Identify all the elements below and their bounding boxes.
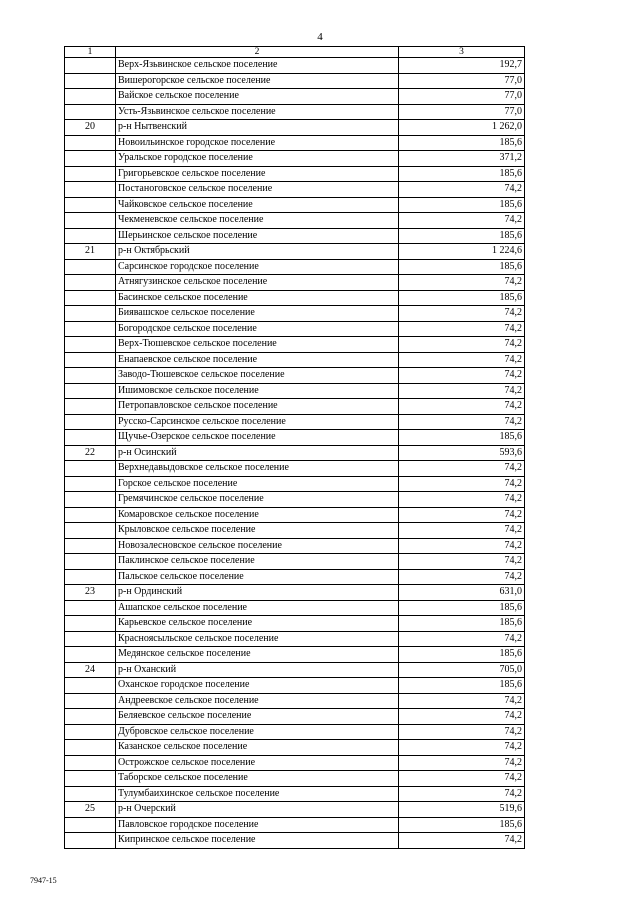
row-number-cell (65, 352, 116, 368)
row-number-cell (65, 368, 116, 384)
table-header-row (65, 47, 525, 58)
row-number-cell (65, 538, 116, 554)
amount-cell: 185,6 (399, 647, 525, 663)
amount-cell: 74,2 (399, 755, 525, 771)
table-body (65, 47, 525, 849)
row-number-cell: 23 (65, 585, 116, 601)
row-number-cell (65, 461, 116, 477)
municipality-name-cell: Медянское сельское поселение (116, 647, 399, 663)
municipality-name-cell: р-н Оханский (116, 662, 399, 678)
table-row (65, 290, 525, 306)
column-header-3: 3 (399, 47, 525, 58)
row-number-cell (65, 259, 116, 275)
row-number-cell (65, 523, 116, 539)
table-row (65, 538, 525, 554)
municipality-name-cell: Заводо-Тюшевское сельское поселение (116, 368, 399, 384)
document-code: 7947-15 (30, 876, 57, 885)
municipality-name-cell: Постаноговское сельское поселение (116, 182, 399, 198)
column-header-2: 2 (116, 47, 399, 58)
amount-cell: 74,2 (399, 523, 525, 539)
municipality-name-cell: Богородское сельское поселение (116, 321, 399, 337)
municipality-name-cell: Кипринское сельское поселение (116, 833, 399, 849)
amount-cell: 74,2 (399, 476, 525, 492)
allocation-table (64, 46, 525, 849)
amount-cell: 74,2 (399, 507, 525, 523)
table-row (65, 244, 525, 260)
amount-cell: 519,6 (399, 802, 525, 818)
municipality-name-cell: Оханское городское поселение (116, 678, 399, 694)
row-number-cell (65, 554, 116, 570)
row-number-cell: 25 (65, 802, 116, 818)
table-row (65, 73, 525, 89)
row-number-cell: 24 (65, 662, 116, 678)
row-number-cell (65, 197, 116, 213)
municipality-name-cell: Русско-Сарсинское сельское поселение (116, 414, 399, 430)
municipality-name-cell: Биявашское сельское поселение (116, 306, 399, 322)
row-number-cell (65, 678, 116, 694)
table-row (65, 259, 525, 275)
municipality-name-cell: Енапаевское сельское поселение (116, 352, 399, 368)
amount-cell: 74,2 (399, 724, 525, 740)
municipality-name-cell: Щучье-Озерское сельское поселение (116, 430, 399, 446)
municipality-name-cell: Пальское сельское поселение (116, 569, 399, 585)
row-number-cell (65, 492, 116, 508)
table-row (65, 600, 525, 616)
amount-cell: 185,6 (399, 259, 525, 275)
amount-cell: 185,6 (399, 600, 525, 616)
row-number-cell (65, 600, 116, 616)
amount-cell: 74,2 (399, 538, 525, 554)
municipality-name-cell: Таборское сельское поселение (116, 771, 399, 787)
table-row (65, 430, 525, 446)
table-row (65, 399, 525, 415)
municipality-name-cell: Ашапское сельское поселение (116, 600, 399, 616)
row-number-cell (65, 89, 116, 105)
table-row (65, 368, 525, 384)
table-row (65, 104, 525, 120)
amount-cell: 185,6 (399, 678, 525, 694)
table-row (65, 523, 525, 539)
municipality-name-cell: Павловское городское поселение (116, 817, 399, 833)
table-row (65, 135, 525, 151)
table-row (65, 352, 525, 368)
table-row (65, 693, 525, 709)
table-row (65, 833, 525, 849)
row-number-cell (65, 151, 116, 167)
row-number-cell (65, 430, 116, 446)
amount-cell: 74,2 (399, 709, 525, 725)
row-number-cell (65, 709, 116, 725)
municipality-name-cell: Андреевское сельское поселение (116, 693, 399, 709)
amount-cell: 593,6 (399, 445, 525, 461)
table-row (65, 492, 525, 508)
table-row (65, 631, 525, 647)
municipality-name-cell: Петропавловское сельское поселение (116, 399, 399, 415)
row-number-cell (65, 135, 116, 151)
table-row (65, 786, 525, 802)
row-number-cell (65, 73, 116, 89)
municipality-name-cell: Тулумбаихинское сельское поселение (116, 786, 399, 802)
table-row (65, 120, 525, 136)
amount-cell: 74,2 (399, 786, 525, 802)
amount-cell: 185,6 (399, 135, 525, 151)
table-row (65, 275, 525, 291)
municipality-name-cell: Вишерогорское сельское поселение (116, 73, 399, 89)
municipality-name-cell: Новоильинское городское поселение (116, 135, 399, 151)
amount-cell: 74,2 (399, 383, 525, 399)
municipality-name-cell: Горское сельское поселение (116, 476, 399, 492)
row-number-cell (65, 399, 116, 415)
row-number-cell (65, 507, 116, 523)
table-row (65, 554, 525, 570)
table-row (65, 678, 525, 694)
row-number-cell (65, 647, 116, 663)
table-row (65, 616, 525, 632)
amount-cell: 192,7 (399, 58, 525, 74)
municipality-name-cell: Красноясыльское сельское поселение (116, 631, 399, 647)
amount-cell: 74,2 (399, 631, 525, 647)
table-row (65, 197, 525, 213)
amount-cell: 185,6 (399, 197, 525, 213)
amount-cell: 1 262,0 (399, 120, 525, 136)
municipality-name-cell: р-н Нытвенский (116, 120, 399, 136)
amount-cell: 74,2 (399, 569, 525, 585)
table-row (65, 740, 525, 756)
municipality-name-cell: Верх-Язьвинское сельское поселение (116, 58, 399, 74)
amount-cell: 185,6 (399, 430, 525, 446)
row-number-cell (65, 321, 116, 337)
row-number-cell (65, 337, 116, 353)
amount-cell: 74,2 (399, 399, 525, 415)
row-number-cell (65, 414, 116, 430)
amount-cell: 74,2 (399, 275, 525, 291)
row-number-cell (65, 740, 116, 756)
table-row (65, 151, 525, 167)
amount-cell: 1 224,6 (399, 244, 525, 260)
amount-cell: 185,6 (399, 166, 525, 182)
municipality-name-cell: Усть-Язьвинское сельское поселение (116, 104, 399, 120)
municipality-name-cell: Паклинское сельское поселение (116, 554, 399, 570)
row-number-cell (65, 166, 116, 182)
column-header-1: 1 (65, 47, 116, 58)
amount-cell: 77,0 (399, 104, 525, 120)
amount-cell: 185,6 (399, 616, 525, 632)
municipality-name-cell: Беляевское сельское поселение (116, 709, 399, 725)
row-number-cell (65, 755, 116, 771)
amount-cell: 705,0 (399, 662, 525, 678)
row-number-cell (65, 58, 116, 74)
municipality-name-cell: Сарсинское городское поселение (116, 259, 399, 275)
table-row (65, 166, 525, 182)
table-row (65, 182, 525, 198)
amount-cell: 74,2 (399, 693, 525, 709)
row-number-cell (65, 786, 116, 802)
page-number: 4 (317, 31, 323, 43)
row-number-cell (65, 290, 116, 306)
municipality-name-cell: Чайковское сельское поселение (116, 197, 399, 213)
amount-cell: 74,2 (399, 368, 525, 384)
row-number-cell (65, 228, 116, 244)
row-number-cell (65, 306, 116, 322)
table-row (65, 569, 525, 585)
municipality-name-cell: Казанское сельское поселение (116, 740, 399, 756)
municipality-name-cell: Гремячинское сельское поселение (116, 492, 399, 508)
table-row (65, 89, 525, 105)
municipality-name-cell: Чекменевское сельское поселение (116, 213, 399, 229)
table-row (65, 383, 525, 399)
row-number-cell (65, 213, 116, 229)
row-number-cell (65, 476, 116, 492)
row-number-cell (65, 771, 116, 787)
table-row (65, 306, 525, 322)
amount-cell: 74,2 (399, 554, 525, 570)
table-row (65, 647, 525, 663)
table-row (65, 476, 525, 492)
row-number-cell (65, 383, 116, 399)
table-row (65, 228, 525, 244)
table-row (65, 709, 525, 725)
municipality-name-cell: Атнягузинское сельское поселение (116, 275, 399, 291)
table-row (65, 585, 525, 601)
table-row (65, 662, 525, 678)
amount-cell: 185,6 (399, 290, 525, 306)
row-number-cell (65, 693, 116, 709)
amount-cell: 74,2 (399, 337, 525, 353)
row-number-cell (65, 724, 116, 740)
table-row (65, 802, 525, 818)
table-row (65, 337, 525, 353)
row-number-cell (65, 569, 116, 585)
row-number-cell: 22 (65, 445, 116, 461)
table-row (65, 755, 525, 771)
amount-cell: 74,2 (399, 306, 525, 322)
municipality-name-cell: Григорьевское сельское поселение (116, 166, 399, 182)
municipality-name-cell: Басинское сельское поселение (116, 290, 399, 306)
amount-cell: 185,6 (399, 817, 525, 833)
municipality-name-cell: Вайское сельское поселение (116, 89, 399, 105)
amount-cell: 74,2 (399, 414, 525, 430)
municipality-name-cell: Шерьинское сельское поселение (116, 228, 399, 244)
amount-cell: 74,2 (399, 182, 525, 198)
row-number-cell (65, 104, 116, 120)
row-number-cell (65, 616, 116, 632)
amount-cell: 185,6 (399, 228, 525, 244)
amount-cell: 74,2 (399, 213, 525, 229)
row-number-cell: 21 (65, 244, 116, 260)
table-row (65, 507, 525, 523)
municipality-name-cell: Ишимовское сельское поселение (116, 383, 399, 399)
table-row (65, 724, 525, 740)
municipality-name-cell: Комаровское сельское поселение (116, 507, 399, 523)
row-number-cell (65, 833, 116, 849)
municipality-name-cell: Крыловское сельское поселение (116, 523, 399, 539)
amount-cell: 74,2 (399, 461, 525, 477)
row-number-cell: 20 (65, 120, 116, 136)
amount-cell: 77,0 (399, 89, 525, 105)
table-row (65, 58, 525, 74)
municipality-name-cell: р-н Очерский (116, 802, 399, 818)
municipality-name-cell: р-н Октябрьский (116, 244, 399, 260)
row-number-cell (65, 817, 116, 833)
municipality-name-cell: Дубровское сельское поселение (116, 724, 399, 740)
municipality-name-cell: р-н Ординский (116, 585, 399, 601)
table-row (65, 321, 525, 337)
municipality-name-cell: Новозалесновское сельское поселение (116, 538, 399, 554)
table-row (65, 817, 525, 833)
table-row (65, 213, 525, 229)
amount-cell: 74,2 (399, 492, 525, 508)
table-row (65, 445, 525, 461)
amount-cell: 74,2 (399, 740, 525, 756)
municipality-name-cell: Острожское сельское поселение (116, 755, 399, 771)
row-number-cell (65, 275, 116, 291)
amount-cell: 74,2 (399, 833, 525, 849)
table-row (65, 771, 525, 787)
amount-cell: 74,2 (399, 352, 525, 368)
municipality-name-cell: Верхнедавыдовское сельское поселение (116, 461, 399, 477)
amount-cell: 74,2 (399, 771, 525, 787)
amount-cell: 631,0 (399, 585, 525, 601)
municipality-name-cell: р-н Осинский (116, 445, 399, 461)
amount-cell: 371,2 (399, 151, 525, 167)
amount-cell: 74,2 (399, 321, 525, 337)
municipality-name-cell: Уральское городское поселение (116, 151, 399, 167)
row-number-cell (65, 182, 116, 198)
amount-cell: 77,0 (399, 73, 525, 89)
municipality-name-cell: Карьевское сельское поселение (116, 616, 399, 632)
table-row (65, 414, 525, 430)
row-number-cell (65, 631, 116, 647)
table-row (65, 461, 525, 477)
municipality-name-cell: Верх-Тюшевское сельское поселение (116, 337, 399, 353)
